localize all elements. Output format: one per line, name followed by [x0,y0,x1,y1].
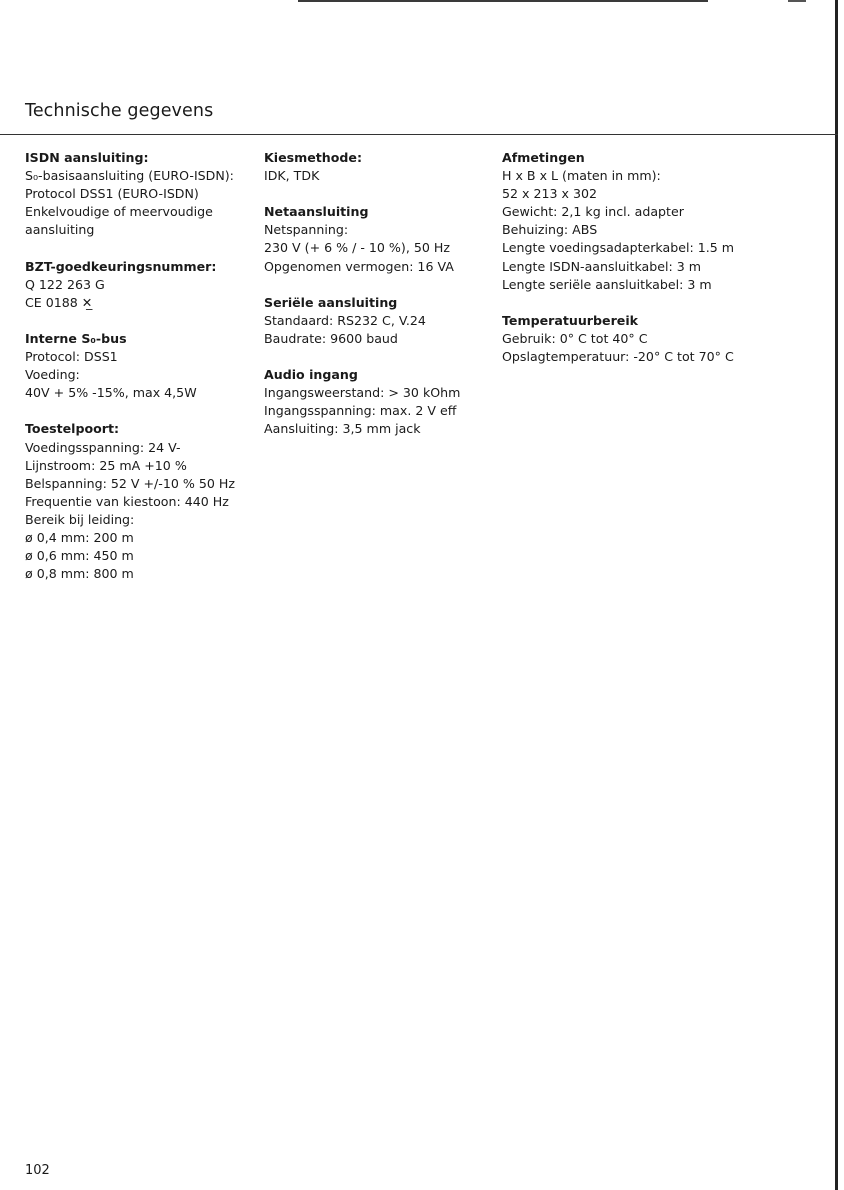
section-bzt [25,258,250,312]
section-audio-ingang [264,366,494,438]
section-heading: Netaansluiting [264,204,369,220]
column-right [502,149,802,384]
spec-line: Opslagtemperatuur: -20° C tot 70° C [502,349,734,365]
section-temperatuurbereik [502,312,802,366]
spec-line: Q 122 263 G [25,276,105,292]
title-divider [0,134,838,135]
scan-artifact-right-edge [835,0,838,1190]
column-middle [264,149,494,457]
scan-artifact-top-right [788,0,806,2]
spec-line: Lengte seriële aansluitkabel: 3 m [502,276,712,292]
section-heading: Afmetingen [502,150,585,165]
spec-line: ø 0,8 mm: 800 m [25,566,134,582]
section-toestelpoort [25,420,250,583]
page-number: 102 [25,1163,50,1178]
section-kiesmethode [264,149,494,185]
spec-line: Gewicht: 2,1 kg incl. adapter [502,204,684,220]
spec-line: 40V + 5% -15%, max 4,5W [25,385,197,401]
spec-line: Lijnstroom: 25 mA +10 % [25,457,187,473]
spec-line: Behuizing: ABS [502,222,598,238]
spec-line: ø 0,6 mm: 450 m [25,548,134,564]
spec-line: H x B x L (maten in mm): [502,168,661,184]
spec-line: Standaard: RS232 C, V.24 [264,312,426,328]
section-heading: BZT-goedkeuringsnummer: [25,258,217,274]
spec-line: Aansluiting: 3,5 mm jack [264,421,421,437]
section-isdn [25,149,250,239]
section-interne-s0-bus [25,330,250,402]
spec-line: Netspanning: [264,222,349,238]
spec-line: IDK, TDK [264,168,320,184]
page-title: Technische gegevens [25,101,214,121]
section-afmetingen [502,149,802,294]
section-netaansluiting [264,203,494,275]
spec-line: S₀-basisaansluiting (EURO-ISDN): [25,168,234,184]
spec-line: Voedingsspanning: 24 V- [25,439,181,455]
spec-line: Enkelvoudige of meervoudige [25,204,213,220]
spec-line: ø 0,4 mm: 200 m [25,529,134,545]
spec-line: Voeding: [25,367,80,383]
spec-line: Ingangsspanning: max. 2 V eff [264,403,457,419]
spec-line: Ingangsweerstand: > 30 kOhm [264,385,461,401]
section-heading: Interne S₀-bus [25,330,127,346]
section-heading: Seriële aansluiting [264,294,398,310]
spec-line: Gebruik: 0° C tot 40° C [502,330,648,346]
scan-artifact-top [298,0,708,2]
section-heading: Kiesmethode: [264,150,363,165]
spec-line: Protocol DSS1 (EURO-ISDN) [25,186,199,202]
spec-line: 52 x 213 x 302 [502,186,598,202]
spec-line: Lengte voedingsadapterkabel: 1.5 m [502,240,735,256]
spec-line: Lengte ISDN-aansluitkabel: 3 m [502,258,702,274]
section-heading: Audio ingang [264,367,358,383]
spec-line: Frequentie van kiestoon: 440 Hz [25,493,229,509]
spec-line: Bereik bij leiding: [25,511,135,527]
spec-line: Belspanning: 52 V +/-10 % 50 Hz [25,475,235,491]
column-left [25,149,250,601]
spec-line: Protocol: DSS1 [25,349,118,365]
section-heading: Toestelpoort: [25,421,120,437]
spec-line: CE 0188 ✕̲ [25,294,93,310]
spec-line: Opgenomen vermogen: 16 VA [264,258,454,274]
section-heading: ISDN aansluiting: [25,150,149,165]
section-seriele-aansluiting [264,294,494,348]
spec-line: aansluiting [25,222,95,238]
spec-line: Baudrate: 9600 baud [264,330,398,346]
section-heading: Temperatuurbereik [502,312,639,328]
spec-line: 230 V (+ 6 % / - 10 %), 50 Hz [264,240,450,256]
